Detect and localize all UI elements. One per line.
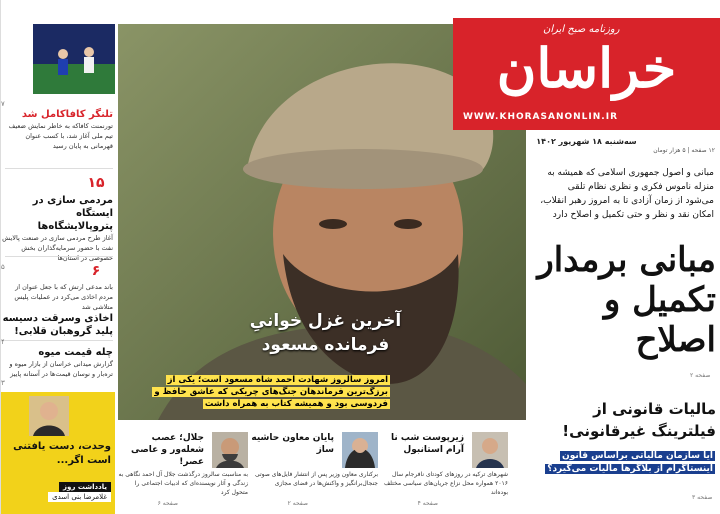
left-story-page-ref: ۷ xyxy=(1,100,5,108)
portrait-icon xyxy=(472,432,508,468)
divider xyxy=(5,340,113,341)
editorial-label: یادداشت روز xyxy=(59,482,111,492)
bottom-story-title: زیرپوست شب نا آرام استانبول xyxy=(391,433,464,455)
site-url[interactable]: WWW.KHORASANONLIN.IR xyxy=(463,112,618,122)
left-story-headline: مردمی سازی در ایستگاه پتروپالایشگاه‌ها xyxy=(32,195,113,232)
left-story[interactable] xyxy=(1,282,113,346)
bottom-story[interactable] xyxy=(378,430,508,510)
section-number: ۶ xyxy=(91,263,101,279)
lead-intro: مبانی و اصول جمهوری اسلامی که همیشه به منزله ناموس فکری و نظری نظام تلقی می‌شود از زمان آزادی تا به امروز رهبر انقلاب، امکان نقد و نظر و حتی تکمیل و اصلاح دارد xyxy=(540,168,714,220)
bottom-story-page-ref: صفحه ۴ xyxy=(417,500,438,507)
bottom-story-thumbnail xyxy=(342,432,378,468)
editorial-box[interactable] xyxy=(1,392,115,514)
portrait-icon xyxy=(342,432,378,468)
left-story[interactable] xyxy=(1,194,113,271)
left-story-body: گزارش میدانی خراسان از بازار میوه و تره‌بار و نوسان قیمت‌ها در آستانه پاییز xyxy=(9,360,113,378)
portrait-icon xyxy=(212,432,248,468)
left-story-headline: اخاذی وسرقت دسیسه پلید گروهبان قلابی! xyxy=(2,313,113,337)
lead-page-ref: صفحه ۲ xyxy=(690,372,711,379)
left-story-headline: تلنگر کافاکامل شد xyxy=(21,109,113,120)
story2-page-ref: صفحه ۳ xyxy=(692,494,713,501)
left-column xyxy=(0,0,115,514)
left-story-page-ref: ۴ xyxy=(1,338,5,346)
newspaper-logo[interactable]: خراسان xyxy=(496,36,677,100)
bottom-story-title: پایان معاون حاشیه ساز xyxy=(251,433,334,455)
left-story-body: تورنمنت کافاکه به خاطر نمایش ضعیف تیم ملی آغاز شد، با کسب عنوان قهرمانی به پایان رسید xyxy=(8,122,113,150)
bottom-story-text: برکناری معاون وزیر پس از انتشار فایل‌های صوتی جنجال‌برانگیز و واکنش‌ها در فضای مجازی xyxy=(254,471,378,487)
football-photo-illustration xyxy=(33,24,115,94)
divider xyxy=(5,256,113,257)
bottom-story-thumbnail xyxy=(212,432,248,468)
bottom-story[interactable] xyxy=(248,430,378,510)
portrait-icon xyxy=(29,396,69,436)
left-story-headline: چله قیمت میوه xyxy=(38,347,113,358)
feature-title[interactable]: آخرین غزل خوانیِ فرمانده مسعود xyxy=(249,311,402,355)
author-photo xyxy=(29,396,69,436)
sport-photo[interactable] xyxy=(33,24,115,94)
bottom-story-title: جلال؛ عصب شعله‌ور و عاصی عصر! xyxy=(130,433,204,467)
bottom-story-thumbnail xyxy=(472,432,508,468)
lead-headline[interactable]: مبانی برمدار تکمیل و اصلاح xyxy=(537,240,716,360)
story2-deck xyxy=(535,450,715,476)
bottom-story[interactable] xyxy=(118,430,248,510)
bottom-story-page-ref: صفحه ۲ xyxy=(287,500,308,507)
editorial-tag xyxy=(3,482,111,502)
editorial-author: غلامرضا بنی اسدی xyxy=(48,492,111,502)
story2-deck-text: آیا سازمان مالیاتی براساس قانون اینستاگرام از بلاگرها مالیات می‌گیرد؟ xyxy=(547,451,713,474)
feature-caption-text: امروز سالروز شهادت احمد شاه مسعود است؛ یکی از برزگ‌ترین فرماندهان جنگ‌های چریکی که عاشق حافظ و فردوسی بود و همیشه کتاب به همراه داشت xyxy=(154,375,388,409)
divider xyxy=(5,168,113,169)
bottom-story-text: شهرهای ترکیه در روزهای کودتای نافرجام سال ۲۰۱۶ همواره محل نزاع جریان‌های سیاسی مختلف بوده‌اند xyxy=(383,471,508,496)
bottom-story-text: به مناسبت سالروز درگذشت جلال آل احمد نگاهی به زندگی و آثار نویسنده‌ای که ادبیات اجتماعی را متحول کرد xyxy=(118,471,248,496)
editorial-headline: وحدت، دست یافتنی است اگر... xyxy=(13,441,111,466)
feature-page-ref: صفحه ۵ xyxy=(248,424,269,431)
left-story[interactable] xyxy=(1,100,113,151)
issue-info: ۱۲ صفحه | ۵ هزار تومان xyxy=(653,147,715,154)
story2-headline[interactable]: مالیات قانونی از فیلترینگ غیرقانونی! xyxy=(562,400,716,440)
feature-caption xyxy=(130,374,390,410)
masthead-subtitle: روزنامه صبح ایران xyxy=(543,24,620,35)
left-story-page-ref: ۵ xyxy=(1,263,5,271)
left-story[interactable] xyxy=(1,346,113,387)
left-story-body: باند مدعی ارتش که با جعل عنوان از مردم اخاذی می‌کرد در عملیات پلیس متلاشی شد xyxy=(14,283,113,311)
bottom-story-page-ref: صفحه ۶ xyxy=(157,500,178,507)
masthead xyxy=(453,18,720,146)
issue-date: سه‌شنبه ۱۸ شهریور ۱۴۰۲ xyxy=(536,137,637,146)
section-number: ۱۵ xyxy=(87,175,105,191)
left-story-body: آغاز طرح مردمی سازی در صنعت پالایش نفت با حضور سرمایه‌گذاران بخش خصوصی در استان‌ها xyxy=(2,234,113,262)
left-story-page-ref: ۳ xyxy=(1,379,5,387)
